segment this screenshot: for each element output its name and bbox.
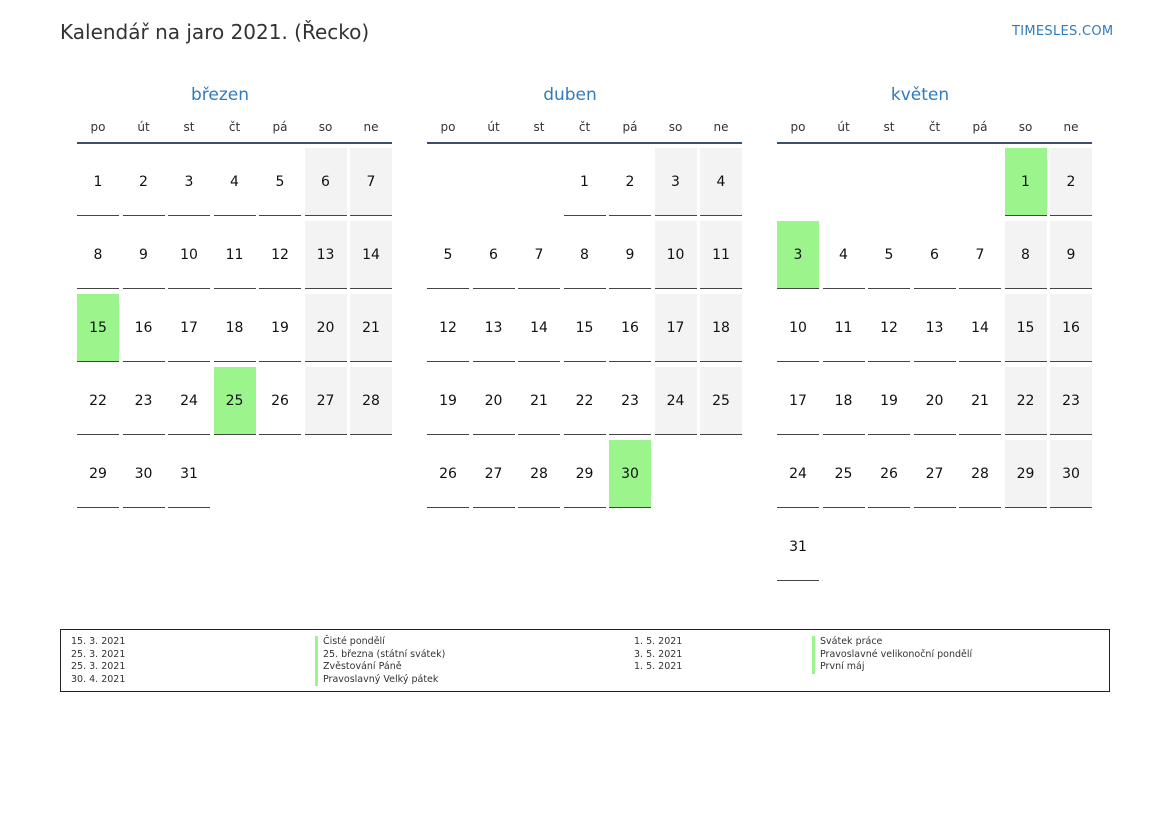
day-cell: 8 xyxy=(77,221,119,289)
day-cell: 9 xyxy=(609,221,651,289)
month-name: duben xyxy=(543,85,597,105)
weekday-label: pá xyxy=(972,120,988,134)
day-cell: 25 xyxy=(823,440,865,508)
day-cell: 21 xyxy=(959,367,1001,435)
holiday-legend xyxy=(60,629,1110,692)
day-cell: 2 xyxy=(123,148,165,216)
day-cell: 24 xyxy=(777,440,819,508)
day-cell: 23 xyxy=(123,367,165,435)
day-cell: 11 xyxy=(700,221,742,289)
day-cell: 29 xyxy=(1005,440,1047,508)
weekday-label: so xyxy=(318,120,333,134)
month-may xyxy=(760,82,1080,555)
day-cell: 26 xyxy=(427,440,469,508)
weekday-label: čt xyxy=(928,120,941,134)
weekday-label: út xyxy=(837,120,850,134)
day-cell: 18 xyxy=(823,367,865,435)
day-cell: 12 xyxy=(868,294,910,362)
legend-holiday-name: Pravoslavné velikonoční pondělí xyxy=(812,649,972,662)
day-cell: 5 xyxy=(259,148,301,216)
day-cell: 28 xyxy=(959,440,1001,508)
legend-holiday-name: Čisté pondělí xyxy=(315,636,445,649)
day-cell: 15 xyxy=(564,294,606,362)
day-cell-holiday: 25 xyxy=(214,367,256,435)
weekday-label: čt xyxy=(578,120,591,134)
day-cell: 13 xyxy=(305,221,347,289)
legend-holiday-name: Zvěstování Páně xyxy=(315,661,445,674)
day-cell-holiday: 15 xyxy=(77,294,119,362)
page-title: Kalendář na jaro 2021. (Řecko) xyxy=(60,20,370,44)
legend-date: 1. 5. 2021 xyxy=(634,661,683,672)
legend-date: 25. 3. 2021 xyxy=(71,648,126,660)
day-cell: 3 xyxy=(655,148,697,216)
legend-date: 3. 5. 2021 xyxy=(634,648,683,660)
legend-date: 1. 5. 2021 xyxy=(634,636,683,647)
day-cell-holiday: 1 xyxy=(1005,148,1047,216)
weekday-label: út xyxy=(487,120,500,134)
day-cell-holiday: 3 xyxy=(777,221,819,289)
day-cell: 19 xyxy=(868,367,910,435)
weekday-label: so xyxy=(668,120,683,134)
day-cell: 24 xyxy=(655,367,697,435)
day-cell: 15 xyxy=(1005,294,1047,362)
weekday-label: út xyxy=(137,120,150,134)
legend-holiday-name: Svátek práce xyxy=(812,636,972,649)
day-cell: 16 xyxy=(1050,294,1092,362)
day-cell: 11 xyxy=(823,294,865,362)
day-cell: 5 xyxy=(868,221,910,289)
day-cell: 26 xyxy=(868,440,910,508)
day-cell: 13 xyxy=(473,294,515,362)
day-cell: 9 xyxy=(1050,221,1092,289)
site-link[interactable]: TIMESLES.COM xyxy=(1012,24,1114,39)
month-april xyxy=(410,82,730,482)
day-cell: 19 xyxy=(259,294,301,362)
day-cell-holiday: 30 xyxy=(609,440,651,508)
legend-holiday-name: Pravoslavný Velký pátek xyxy=(315,674,445,687)
day-cell: 14 xyxy=(959,294,1001,362)
legend-names-left xyxy=(315,636,445,686)
day-cell: 10 xyxy=(655,221,697,289)
day-cell: 8 xyxy=(564,221,606,289)
day-cell: 13 xyxy=(914,294,956,362)
day-cell: 20 xyxy=(305,294,347,362)
day-cell: 2 xyxy=(609,148,651,216)
weekday-label: po xyxy=(440,120,456,134)
legend-names-right xyxy=(812,636,972,674)
legend-dates-right xyxy=(634,636,682,674)
day-cell: 12 xyxy=(427,294,469,362)
day-cell: 27 xyxy=(914,440,956,508)
day-cell: 20 xyxy=(473,367,515,435)
day-cell: 8 xyxy=(1005,221,1047,289)
day-cell: 18 xyxy=(700,294,742,362)
day-cell: 17 xyxy=(168,294,210,362)
weekday-label: ne xyxy=(1063,120,1079,134)
weekday-label: pá xyxy=(272,120,288,134)
day-cell: 7 xyxy=(350,148,392,216)
day-cell: 20 xyxy=(914,367,956,435)
day-cell: 11 xyxy=(214,221,256,289)
day-cell: 31 xyxy=(168,440,210,508)
legend-date: 15. 3. 2021 xyxy=(71,636,126,647)
day-cell: 21 xyxy=(518,367,560,435)
day-cell: 16 xyxy=(609,294,651,362)
weekday-label: st xyxy=(183,120,195,134)
day-cell: 4 xyxy=(823,221,865,289)
day-cell: 17 xyxy=(777,367,819,435)
month-name: březen xyxy=(190,85,250,105)
day-cell: 14 xyxy=(518,294,560,362)
weekday-label: st xyxy=(533,120,545,134)
day-cell: 27 xyxy=(305,367,347,435)
day-cell: 25 xyxy=(700,367,742,435)
day-cell: 12 xyxy=(259,221,301,289)
day-cell: 24 xyxy=(168,367,210,435)
day-cell: 18 xyxy=(214,294,256,362)
day-cell: 5 xyxy=(427,221,469,289)
day-cell: 14 xyxy=(350,221,392,289)
day-cell: 7 xyxy=(518,221,560,289)
month-name: květen xyxy=(890,85,950,105)
day-cell: 28 xyxy=(350,367,392,435)
weekday-header xyxy=(77,118,392,144)
day-cell: 26 xyxy=(259,367,301,435)
day-cell: 27 xyxy=(473,440,515,508)
day-cell: 29 xyxy=(564,440,606,508)
day-cell: 4 xyxy=(214,148,256,216)
day-cell: 1 xyxy=(564,148,606,216)
day-cell: 21 xyxy=(350,294,392,362)
weekday-label: st xyxy=(883,120,895,134)
day-cell: 31 xyxy=(777,513,819,581)
month-march xyxy=(60,82,380,482)
day-cell: 30 xyxy=(1050,440,1092,508)
day-cell: 4 xyxy=(700,148,742,216)
day-cell: 22 xyxy=(564,367,606,435)
day-cell: 28 xyxy=(518,440,560,508)
day-cell: 7 xyxy=(959,221,1001,289)
day-cell: 17 xyxy=(655,294,697,362)
weekday-header xyxy=(777,118,1092,144)
weekday-label: so xyxy=(1018,120,1033,134)
day-cell: 2 xyxy=(1050,148,1092,216)
day-cell: 6 xyxy=(473,221,515,289)
day-cell: 6 xyxy=(914,221,956,289)
weekday-label: pá xyxy=(622,120,638,134)
day-cell: 6 xyxy=(305,148,347,216)
legend-dates-left xyxy=(71,636,125,686)
day-cell: 9 xyxy=(123,221,165,289)
day-cell: 30 xyxy=(123,440,165,508)
day-cell: 16 xyxy=(123,294,165,362)
weekday-label: po xyxy=(90,120,106,134)
day-cell: 10 xyxy=(168,221,210,289)
legend-holiday-name: První máj xyxy=(812,661,972,674)
day-cell: 22 xyxy=(1005,367,1047,435)
weekday-header xyxy=(427,118,742,144)
day-cell: 22 xyxy=(77,367,119,435)
day-cell: 10 xyxy=(777,294,819,362)
day-cell: 19 xyxy=(427,367,469,435)
legend-holiday-name: 25. března (státní svátek) xyxy=(315,649,445,662)
weekday-label: ne xyxy=(713,120,729,134)
day-cell: 29 xyxy=(77,440,119,508)
weekday-label: ne xyxy=(363,120,379,134)
day-cell: 1 xyxy=(77,148,119,216)
weekday-label: čt xyxy=(228,120,241,134)
legend-date: 25. 3. 2021 xyxy=(71,661,126,672)
day-cell: 3 xyxy=(168,148,210,216)
day-cell: 23 xyxy=(609,367,651,435)
legend-date: 30. 4. 2021 xyxy=(71,673,126,685)
day-cell: 23 xyxy=(1050,367,1092,435)
weekday-label: po xyxy=(790,120,806,134)
